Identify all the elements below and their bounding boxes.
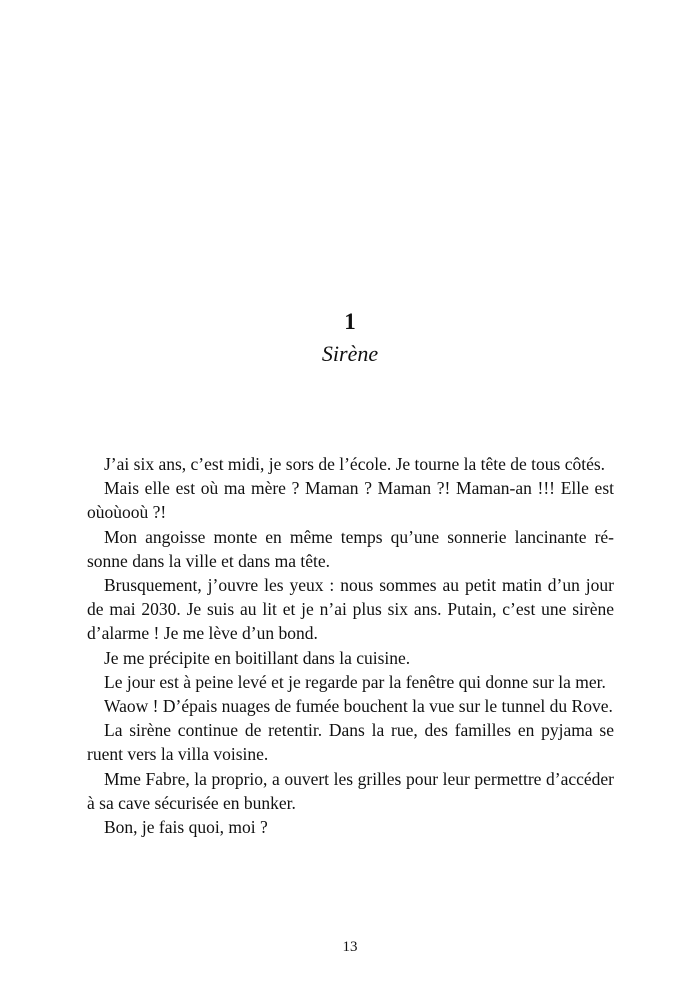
chapter-number: 1 — [344, 309, 356, 334]
page-number: 13 — [342, 939, 358, 955]
paragraph: Waow ! D’épais nuages de fumée bouchent la vue sur le tunnel du Rove. — [104, 696, 613, 717]
paragraph: La sirène continue de retentir. Dans la rue, des familles en pyjama se ruent vers la villa voisine. — [87, 720, 614, 765]
paragraph: Brusquement, j’ouvre les yeux : nous sommes au petit matin d’un jour de mai 2030. Je suis au lit et je n’ai plus six ans. Putain, c’est une sirène d’alarme ! Je me lève d’un bond. — [87, 575, 614, 644]
paragraph: Je me précipite en boitillant dans la cuisine. — [104, 647, 411, 668]
paragraph: Mais elle est où ma mère ? Maman ? Maman ?! Maman-an !!! Elle est oùoùooù ?! — [87, 478, 614, 523]
chapter-body — [87, 452, 614, 839]
paragraph: J’ai six ans, c’est midi, je sors de l’école. Je tourne la tête de tous côtés. — [104, 454, 606, 474]
paragraph: Le jour est à peine levé et je regarde par la fenêtre qui donne sur la mer. — [104, 671, 606, 692]
paragraph: Mon angoisse monte en même temps qu’une sonnerie lancinante résonne dans la ville et dans ma tête. — [87, 526, 614, 571]
paragraph: Mme Fabre, la proprio, a ouvert les grilles pour leur permettre d’accéder à sa cave sécurisée en bunker. — [87, 768, 614, 813]
chapter-title: Sirène — [321, 341, 379, 366]
paragraph: Bon, je fais quoi, moi ? — [104, 817, 268, 838]
